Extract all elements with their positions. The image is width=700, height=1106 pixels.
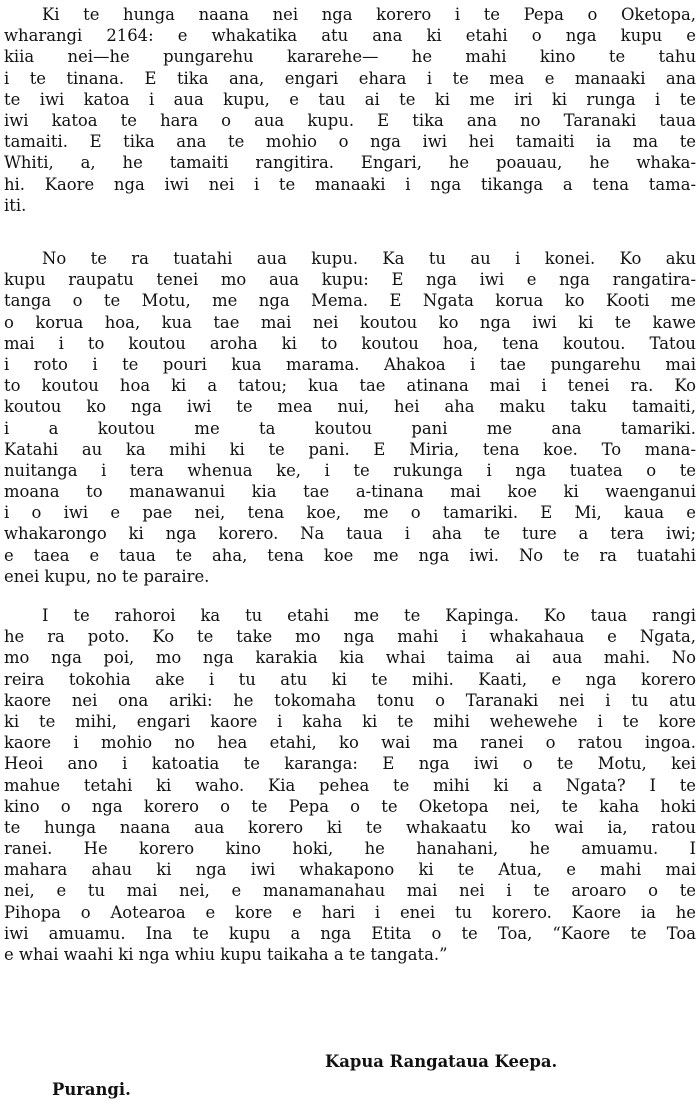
text-line: kino o nga korero o te Pepa o te Oketopa nei, te kaha hoki [4,796,696,816]
text-line: mo nga poi, mo nga karakia kia whai taima ai aua mahi. No [4,648,696,668]
text-line: kaore nei ona ariki: he tokomaha tonu o Taranaki nei i tu atu [4,690,696,710]
text-line: te iwi katoa i aua kupu, e tau ai te ki me iri ki runga i te [4,89,696,109]
text-line: koutou ko nga iwi te mea nui, hei aha maku taku tamaiti, [4,397,696,417]
text-line: tanga o te Motu, me nga Mema. E Ngata korua ko Kooti me [4,291,696,311]
text-line: iwi katoa te hara o aua kupu. E tika ana no Taranaki taua [4,110,696,130]
text-line: Ki te hunga naana nei nga korero i te Pepa o Oketopa, [42,5,696,24]
text-line: Heoi ano i katoatia te karanga: E nga iwi o te Motu, kei [4,754,696,774]
text-line: No te ra tuatahi aua kupu. Ka tu au i konei. Ko aku [42,249,696,268]
paragraph-1 [0,4,700,216]
text-line: ranei. He korero kino hoki, he hanahani, he amuamu. I [4,839,696,859]
text-line: enei kupu, no te paraire. [4,566,210,586]
text-line: te hunga naana aua korero ki te whakaatu ko wai ia, ratou [4,817,696,837]
text-line: mahara ahau ki nga iwi whakapono ki te Atua, e mahi mai [4,860,696,880]
text-line: i a koutou me ta koutou pani me ana tamariki. [4,418,696,438]
text-line: e taea e taua te aha, tena koe me nga iwi. No te ra tuatahi [4,545,696,565]
text-line: wharangi 2164: e whakatika atu ana ki etahi o nga kupu e [4,26,696,46]
text-line: reira tokohia ake i tu atu ki te mihi. Kaati, e nga korero [4,669,696,689]
text-line: i roto i te pouri kua marama. Ahakoa i tae pungarehu mai [4,354,696,374]
author-place: Purangi. [52,1080,131,1099]
text-line: I te rahoroi ka tu etahi me te Kapinga. Ko taua rangi [42,606,696,625]
text-line: whakarongo ki nga korero. Na taua i aha te ture a tera iwi; [4,524,696,544]
paragraph-2 [0,248,700,587]
text-line: tamaiti. E tika ana te mohio o nga iwi hei tamaiti ia ma te [4,132,696,152]
text-line: mai i to koutou aroha ki to koutou hoa, tena koutou. Tatou [4,333,696,353]
text-line: Whiti, a, he tamaiti rangitira. Engari, he poauau, he whaka- [4,153,696,173]
text-line: nei, e tu mai nei, e manamanahau mai nei i te aroaro o te [4,881,696,901]
text-line: moana to manawanui kia tae a-tinana mai koe ki waenganui [4,482,696,502]
text-line: kaore i mohio no hea etahi, ko wai ma ranei o ratou ingoa. [4,733,696,753]
author-signature: Kapua Rangataua Keepa. [325,1052,558,1071]
text-line: Katahi au ka mihi ki te pani. E Miria, tena koe. To mana- [4,439,696,459]
text-line: to koutou hoa ki a tatou; kua tae atinana mai i tenei ra. Ko [4,376,696,396]
text-line: he ra poto. Ko te take mo nga mahi i whakahaua e Ngata, [4,627,696,647]
text-line: mahue tetahi ki waho. Kia pehea te mihi ki a Ngata? I te [4,775,696,795]
text-line: ki te mihi, engari kaore i kaha ki te mihi wehewehe i te kore [4,711,696,731]
text-line: i o iwi e pae nei, tena koe, me o tamariki. E Mi, kaua e [4,503,696,523]
text-line: i te tinana. E tika ana, engari ehara i te mea e manaaki ana [4,68,696,88]
text-line: nuitanga i tera whenua ke, i te rukunga i nga tuatea o te [4,460,696,480]
text-line: hi. Kaore nga iwi nei i te manaaki i nga tikanga a tena tama- [4,174,696,194]
text-line: Pihopa o Aotearoa e kore e hari i enei tu korero. Kaore ia he [4,902,696,922]
text-line: kupu raupatu tenei mo aua kupu: E nga iwi e nga rangatira- [4,270,696,290]
text-line: iti. [4,195,27,215]
paragraph-3 [0,605,700,965]
text-line: o korua hoa, kua tae mai nei koutou ko nga iwi ki te kawe [4,312,696,332]
text-line: iwi amuamu. Ina te kupu a nga Etita o te Toa, “Kaore te Toa [4,923,696,943]
text-line: e whai waahi ki nga whiu kupu taikaha a te tangata.” [4,945,448,964]
text-line: kiia nei—he pungarehu kararehe— he mahi kino te tahu [4,47,696,67]
